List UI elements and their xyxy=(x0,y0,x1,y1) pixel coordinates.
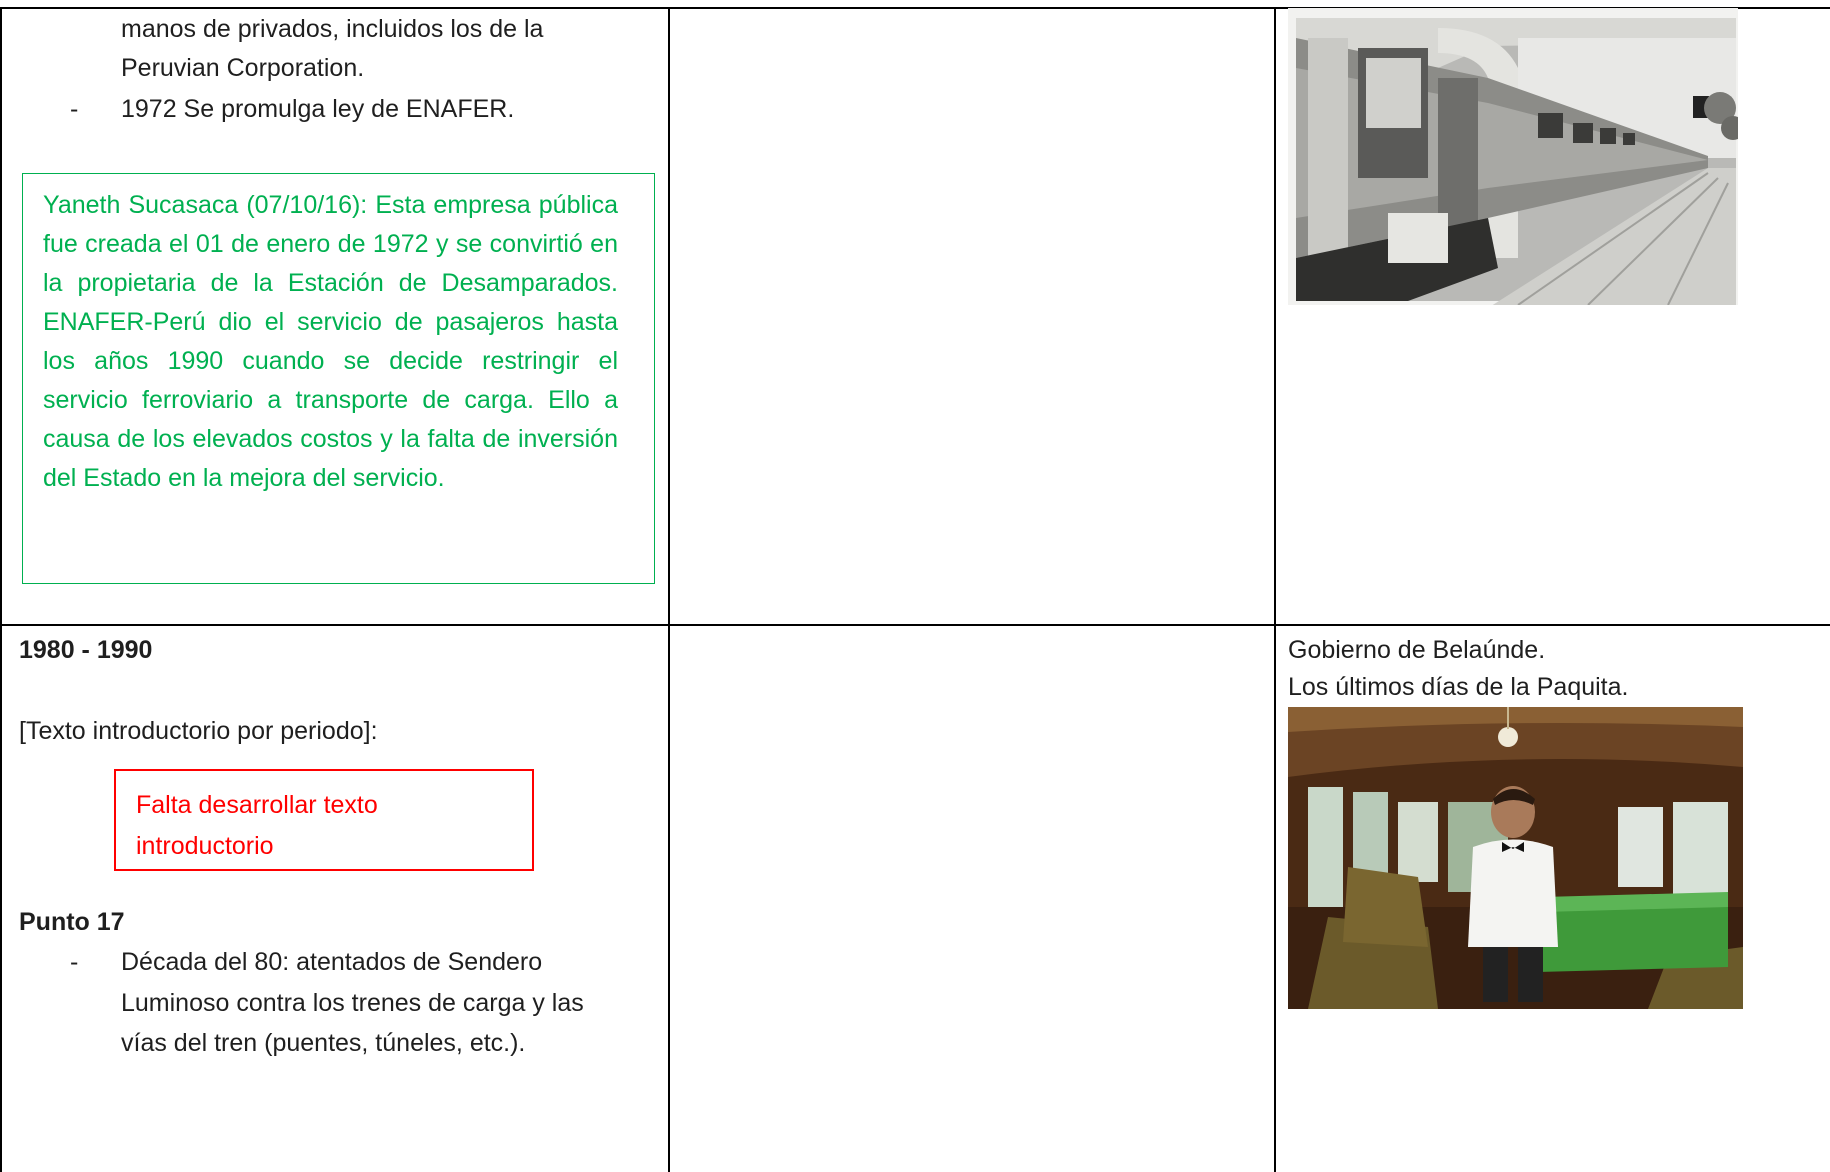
comment-box-green xyxy=(22,173,655,584)
table-column-divider-2 xyxy=(1274,7,1276,1172)
bullet-dash-2: - xyxy=(70,948,79,976)
caption-line-2: Los últimos días de la Paquita. xyxy=(1288,673,1629,701)
comment-green-text: Yaneth Sucasaca (07/10/16): Esta empresa pública fue creada el 01 de enero de 1972 y se convirtió en la propietaria de la Estación de Desamparados. ENAFER-Perú dio el servicio de pasajeros hasta los años 1990 cuando se decide restringir el servicio ferroviario a transporte de carga. Ello a causa de los elevados costos y la falta de inversión del Estado en la mejora del servicio. xyxy=(43,191,618,492)
caption-line-1: Gobierno de Belaúnde. xyxy=(1288,636,1546,664)
table-left-border xyxy=(0,7,2,1172)
continued-text-line-1: manos de privados, incluidos los de la xyxy=(121,15,544,43)
comment-red-text: Falta desarrollar texto introductorio xyxy=(136,791,378,860)
bullet-line-1: Década del 80: atentados de Sendero xyxy=(121,948,543,976)
dining-car-photo xyxy=(1288,707,1743,1009)
table-column-divider-1 xyxy=(668,7,670,1172)
continued-text-line-2: Peruvian Corporation. xyxy=(121,54,365,82)
train-station-photo xyxy=(1288,8,1738,305)
bullet-line-2: Luminoso contra los trenes de carga y las xyxy=(121,989,584,1017)
bullet-dash: - xyxy=(70,95,79,123)
intro-label: [Texto introductorio por periodo]: xyxy=(19,717,378,745)
bullet-line-3: vías del tren (puentes, túneles, etc.). xyxy=(121,1029,526,1057)
bullet-enafer-law: 1972 Se promulga ley de ENAFER. xyxy=(121,95,515,123)
punto-heading: Punto 17 xyxy=(19,908,125,936)
period-heading: 1980 - 1990 xyxy=(19,636,153,664)
comment-box-red xyxy=(114,769,534,871)
table-row-divider xyxy=(0,624,1830,626)
